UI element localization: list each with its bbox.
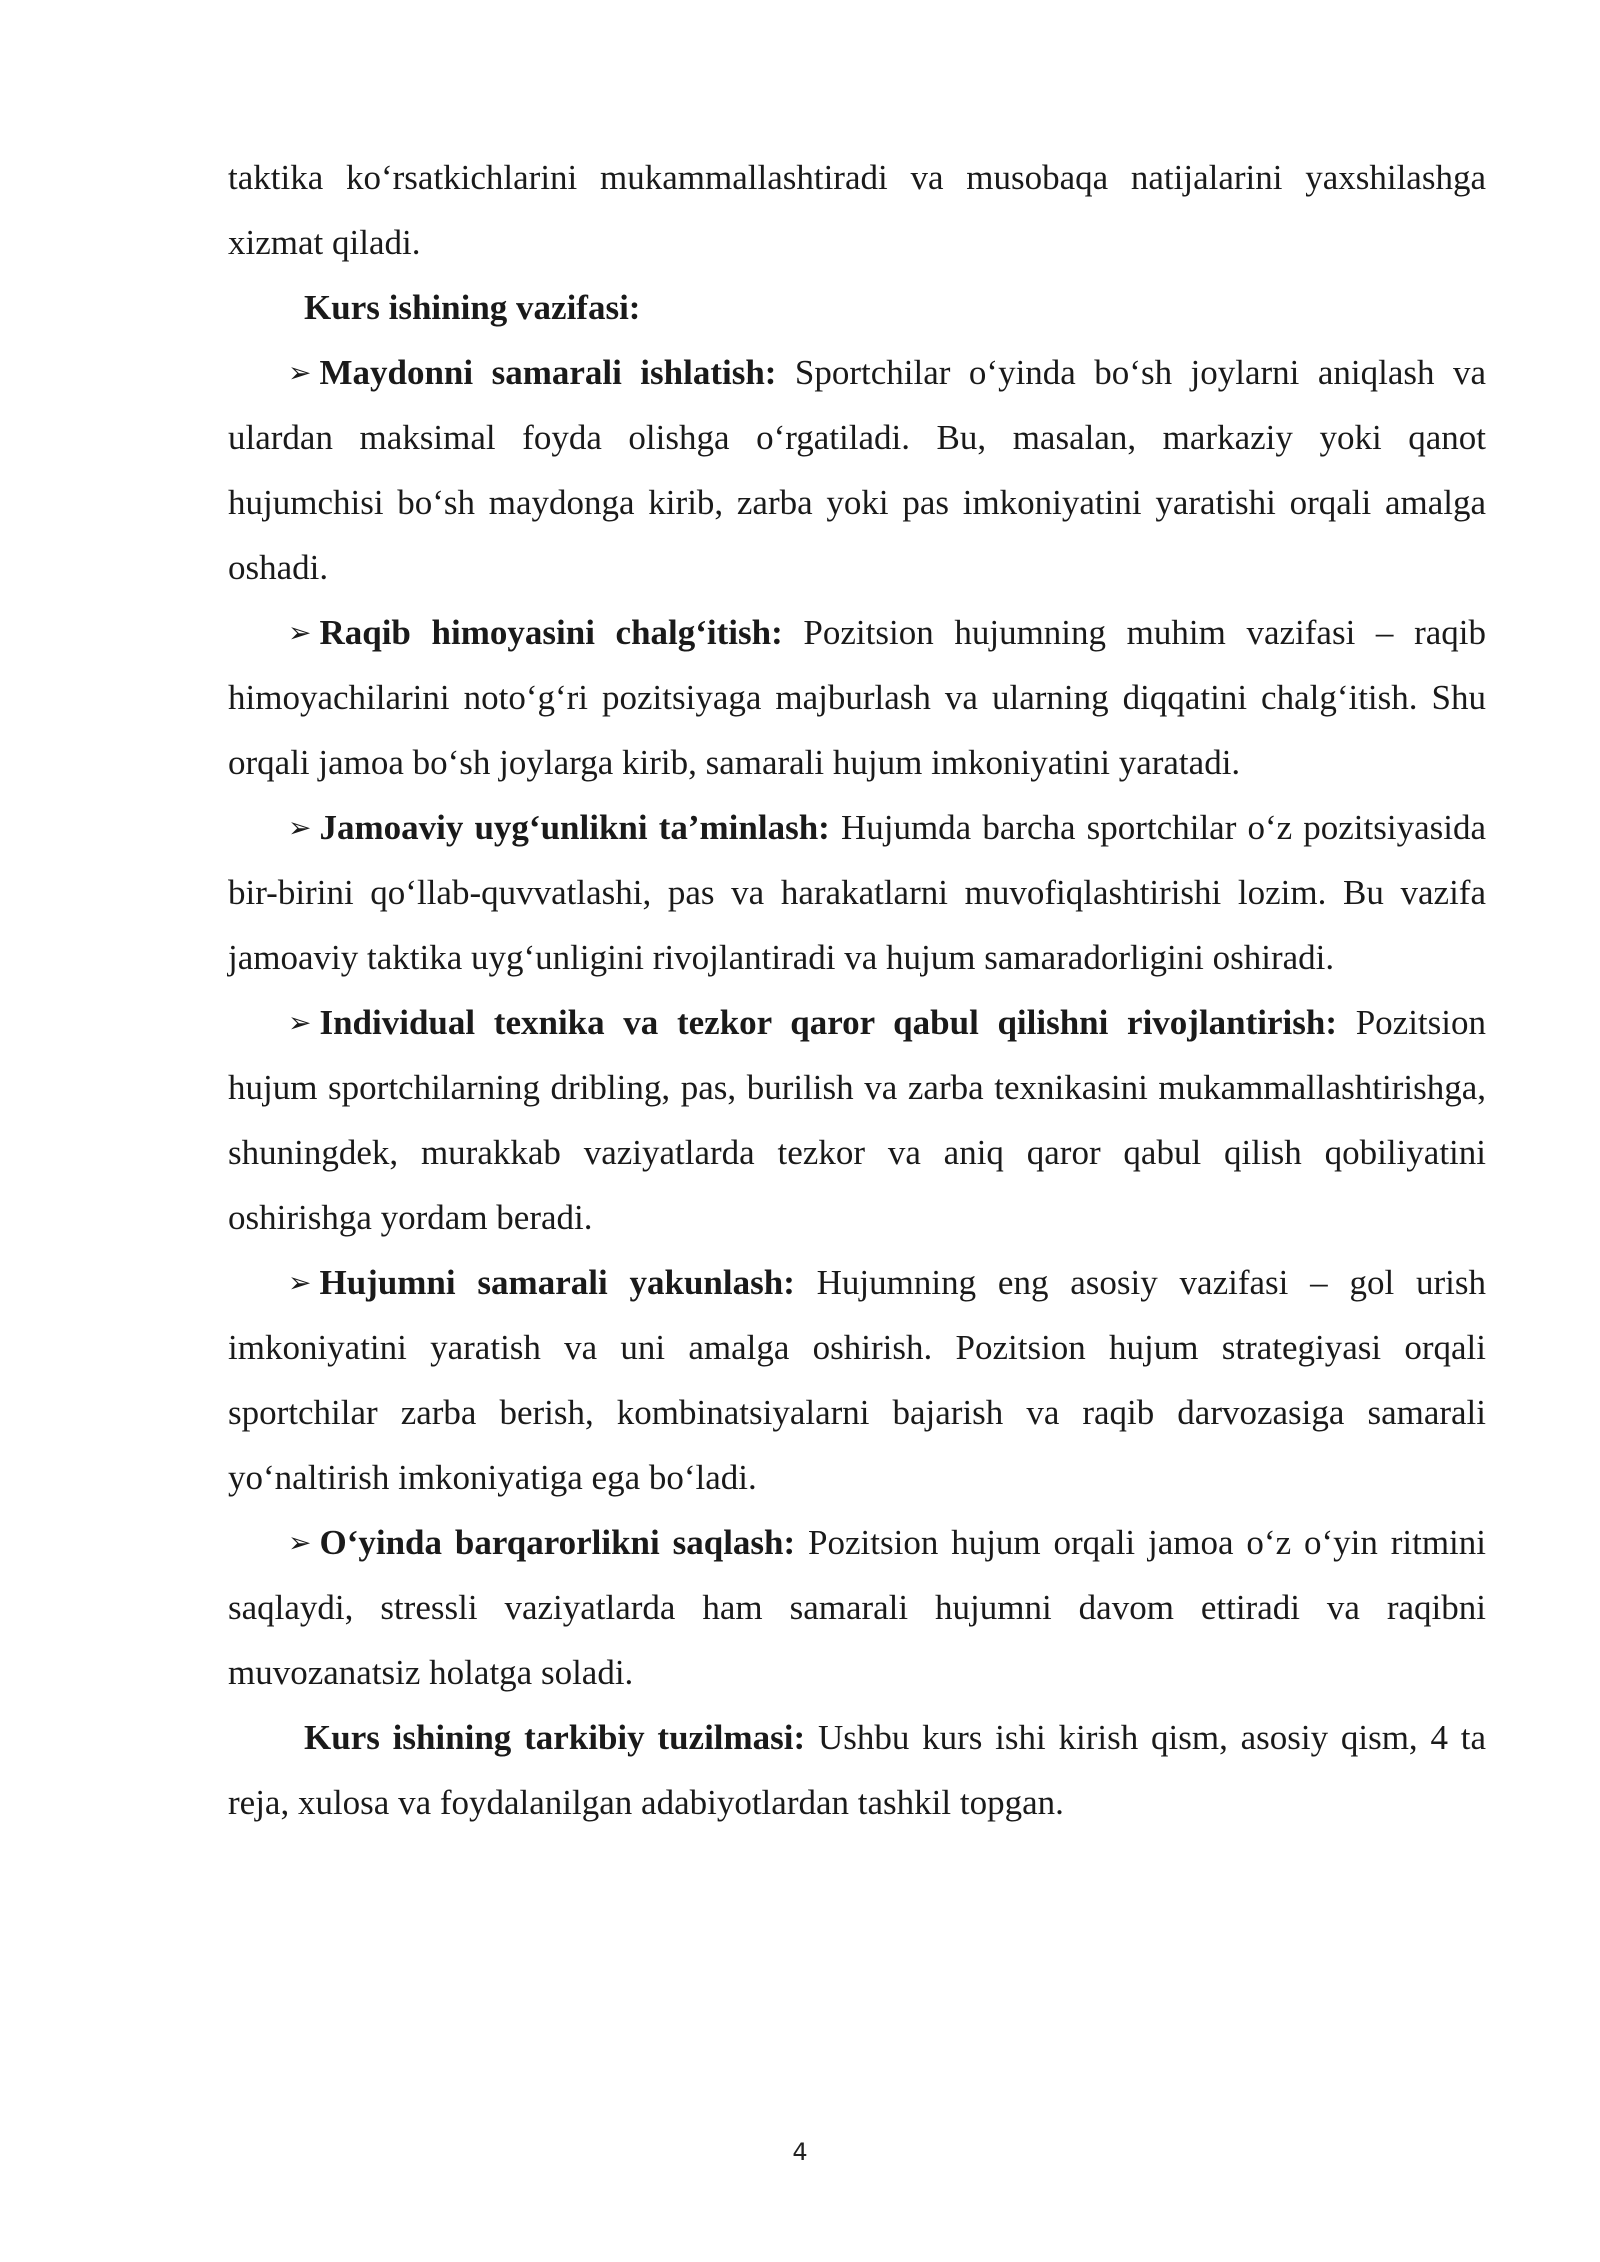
structure-title: Kurs ishining tarkibiy tuzilmasi: bbox=[304, 1718, 806, 1757]
bullet-text: Pozitsion hujum orqali jamoa o‘z o‘yin ritmini saqlaydi, stressli vaziyatlarda ham samarali hujumni davom ettiradi va raqibni muvozanatsiz holatga soladi. bbox=[228, 1523, 1486, 1692]
bullet-text: Pozitsion hujumning muhim vazifasi – raqib himoyachilarini noto‘g‘ri pozitsiyaga majburlash va ularning diqqatini chalg‘itish. Shu orqali jamoa bo‘sh joylarga kirib, samarali hujum imkoniyatini yaratadi. bbox=[228, 613, 1486, 782]
bullet-paragraph-5 bbox=[228, 1250, 1486, 1510]
intro-paragraph: taktika ko‘rsatkichlarini mukammallashtiradi va musobaqa natijalarini yaxshilashga xizmat qiladi. bbox=[228, 158, 1486, 262]
bullet-title: Raqib himoyasini chalg‘itish: bbox=[319, 613, 783, 652]
bullet-paragraph-4 bbox=[228, 990, 1486, 1250]
bullet-title: O‘yinda barqarorlikni saqlash: bbox=[319, 1523, 796, 1562]
bullet-paragraph-2 bbox=[228, 600, 1486, 795]
bullet-text: Hujumning eng asosiy vazifasi – gol urish imkoniyatini yaratish va uni amalga oshirish. Pozitsion hujum strategiyasi orqali sportchilar zarba berish, kombinatsiyalarni bajarish va raqib darvozasiga samarali yo‘naltirish imkoniyatiga ega bo‘ladi. bbox=[228, 1263, 1486, 1497]
bullet-paragraph-1 bbox=[228, 340, 1486, 600]
arrowhead-bullet-icon: ➢ bbox=[288, 1526, 312, 1559]
arrowhead-bullet-icon: ➢ bbox=[288, 811, 312, 844]
structure-text: Ushbu kurs ishi kirish qism, asosiy qism, 4 ta reja, xulosa va foydalanilgan adabiyotlardan tashkil topgan. bbox=[228, 1718, 1486, 1822]
bullet-title: Hujumni samarali yakunlash: bbox=[319, 1263, 795, 1302]
tasks-heading: Kurs ishining vazifasi: bbox=[304, 288, 641, 327]
bullet-text: Hujumda barcha sportchilar o‘z pozitsiyasida bir-birini qo‘llab-quvvatlashi, pas va harakatlarni muvofiqlashtirishi lozim. Bu vazifa jamoaviy taktika uyg‘unligini rivojlantiradi va hujum samaradorligini oshiradi. bbox=[228, 808, 1487, 977]
arrowhead-bullet-icon: ➢ bbox=[288, 616, 312, 649]
bullet-title: Maydonni samarali ishlatish: bbox=[319, 353, 777, 392]
bullet-paragraph-3 bbox=[228, 795, 1486, 990]
arrowhead-bullet-icon: ➢ bbox=[288, 1266, 312, 1299]
arrowhead-bullet-icon: ➢ bbox=[288, 1006, 312, 1039]
bullet-paragraph-6 bbox=[228, 1510, 1486, 1705]
arrowhead-bullet-icon: ➢ bbox=[288, 356, 312, 389]
bullet-title: Jamoaviy uyg‘unlikni ta’minlash: bbox=[319, 808, 830, 847]
page-number: 4 bbox=[792, 2138, 808, 2166]
bullet-title: Individual texnika va tezkor qaror qabul qilishni rivojlantirish: bbox=[319, 1003, 1338, 1042]
bullet-text: Sportchilar o‘yinda bo‘sh joylarni aniqlash va ulardan maksimal foyda olishga o‘rgatiladi. Bu, masalan, markaziy yoki qanot hujumchisi bo‘sh maydonga kirib, zarba yoki pas imkoniyatini yaratishi orqali amalga oshadi. bbox=[228, 353, 1486, 587]
bullet-text: Pozitsion hujum sportchilarning dribling, pas, burilish va zarba texnikasini mukammallashtirishga, shuningdek, murakkab vaziyatlarda tezkor va aniq qaror qabul qilish qobiliyatini oshirishga yordam beradi. bbox=[228, 1003, 1486, 1237]
structure-paragraph bbox=[228, 1705, 1486, 1835]
tasks-heading-paragraph bbox=[228, 275, 1486, 340]
document-page-body bbox=[228, 145, 1486, 1835]
